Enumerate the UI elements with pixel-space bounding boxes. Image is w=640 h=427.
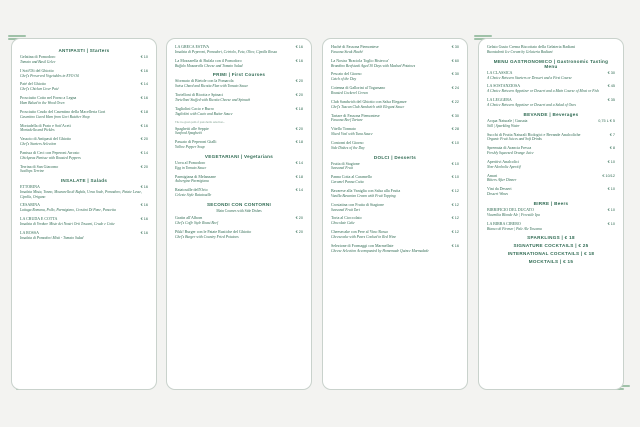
menu-item <box>331 100 459 109</box>
menu-item <box>331 114 459 123</box>
dish-price: € 16 <box>140 68 148 73</box>
dish-name: Succhi di Frutta Naturali Biologici e Bevande Analcoliche <box>487 131 581 137</box>
menu-item <box>331 244 459 253</box>
menu-item <box>487 222 615 231</box>
dish-name: Acqua Naturale | Gassata <box>487 117 528 123</box>
menu-item <box>487 119 615 128</box>
menu-item <box>175 140 303 149</box>
dish-name: Prosciutto Cotto nel Forno a Legna <box>20 95 77 101</box>
menu-item <box>20 137 148 146</box>
dish-name: Frutta di Stagione <box>331 160 360 166</box>
dish-price: € 30 <box>451 45 459 49</box>
dish-translation: Insalata Mista, Tonno, Mozzarella di Bufala, Uova Sode, Pomodoro, Patate Lesse, Cipolla, Origano <box>20 190 142 199</box>
dish-name: Amari <box>487 172 498 178</box>
menu-item <box>331 175 459 184</box>
dish-price: € 14 <box>140 82 148 87</box>
section-heading: SPARKLINGS | € 18 <box>527 235 575 241</box>
dish-translation: Buffalo Mozzarella Cheese and Tomato Salad <box>175 63 243 68</box>
dish-name: BIRRIFICIO DEL DUCATO <box>487 207 534 213</box>
dish-price: € 10 <box>607 221 615 226</box>
menu-panel-4 <box>478 38 624 390</box>
menu-item <box>331 189 459 198</box>
dish-name: Paté del Ghiotto <box>20 81 46 87</box>
dish-name: Tartare di Fassona Piemontese <box>331 112 380 118</box>
menu-item <box>487 133 615 142</box>
dish-name: Crostatina con Frutta di Stagione <box>331 201 384 207</box>
dish-translation: Organic Fruit Juices and Soft Drinks <box>487 137 542 142</box>
menu-item <box>331 45 459 54</box>
menu-item <box>20 185 148 199</box>
section-heading: BIRRE | Beers <box>533 201 569 207</box>
dish-price: € 10 <box>607 187 615 192</box>
menu-item <box>175 45 303 54</box>
menu-item <box>331 59 459 68</box>
dish-name: Club Sandwich del Ghiotto con Salsa Eleganze <box>331 98 407 104</box>
dish-name: Parmigiana di Melanzane <box>175 173 216 179</box>
menu-item <box>487 187 615 196</box>
dish-translation: Mortadella and Pickles <box>20 128 55 133</box>
section-heading: DOLCI | Desserts <box>373 154 417 160</box>
menu-item <box>20 231 148 240</box>
section-heading: SECONDI CON CONTORNI <box>206 202 272 208</box>
dish-price: € 18 <box>295 140 303 145</box>
dish-name: Spremuta di Arancia Fresca <box>487 145 532 151</box>
menu-item <box>20 217 148 226</box>
dish-price: € 45 <box>607 84 615 89</box>
dish-translation: A Choice Between Starters or Dessert and a First Course <box>487 75 572 80</box>
dish-price: € 10 <box>607 159 615 164</box>
dish-translation: Fassona Steak Haché <box>331 49 363 54</box>
dish-translation: Side Dishes of the Day <box>331 145 365 150</box>
dish-price: € 20 <box>140 137 148 142</box>
dish-translation: Brandino Beefsteak Aged 30 Days with Mashed Potatoes <box>331 63 416 68</box>
dish-translation: A Choice Between Appetizer or Dessert and a Main Course of Meat or Fish <box>487 89 599 94</box>
menu-item <box>175 107 303 116</box>
dish-name: LA BIRRA CIBERO <box>487 220 521 226</box>
dish-translation: Buontalenti Ice Cream by Gelateria Badiani <box>487 49 553 54</box>
dish-price: € 10 <box>140 55 148 59</box>
dish-price: € 20 <box>295 79 303 84</box>
dish-translation: Non-Alcoholic Aperitif <box>487 164 521 169</box>
section-heading: MENU GASTRONOMICO | Gastronomic Tasting Menu <box>493 58 609 69</box>
dish-name: Bavarese alla Vaniglia con Salsa alla Frutta <box>331 188 401 194</box>
dish-name: CESARINA <box>20 202 41 208</box>
section-heading: BEVANDE | Beverages <box>523 111 579 117</box>
dish-price: € 14 <box>140 150 148 155</box>
dish-price: € 30 <box>451 72 459 77</box>
dish-name: Panna Cotta al Caramello <box>331 174 372 180</box>
dish-translation: Sliced Veal with Tuna Sauce <box>331 132 373 137</box>
dish-price: € 20 <box>295 93 303 98</box>
dish-translation: Seasonal Fruit Tart <box>331 207 360 212</box>
dish-price: € 18 <box>295 106 303 111</box>
section-heading: PRIMI | First Courses <box>212 72 266 78</box>
dish-price: € 16 <box>295 45 303 49</box>
dish-name: Sformato di Bietole con la Pomarola <box>175 78 234 84</box>
dish-price: € 16 <box>140 96 148 101</box>
dish-translation: Vanilla Bavarian Cream with Fruit Topping <box>331 193 396 198</box>
dish-price: € 60 <box>451 58 459 63</box>
dish-translation: Tortelloni Stuffed with Ricotta Cheese and Spinach <box>175 97 251 102</box>
dish-name: Vitello Tonnato <box>331 126 356 132</box>
dish-name: Prosciutto Crudo del Casentino della Macelleria Gori <box>20 108 106 114</box>
section-subheading: Main Courses with Side Dishes <box>216 209 262 214</box>
dish-name: Gelato Gusto Crema Biscottato della Gelateria Badiani <box>487 44 575 49</box>
dish-price: € 20 <box>295 126 303 131</box>
section-heading: SIGNATURE COCKTAILS | € 25 <box>513 243 589 249</box>
dish-price: € 35 <box>607 98 615 103</box>
dish-translation: Chef's Chicken Liver Paté <box>20 87 59 92</box>
dish-price: € 16 <box>140 203 148 208</box>
dish-price: € 8 <box>609 146 615 151</box>
menu-panel-1 <box>11 38 157 390</box>
dish-translation: Celeste Style Ratatouille <box>175 193 212 198</box>
dish-translation: Chef's Coffe Style Roast Beef <box>175 220 218 225</box>
menu-item <box>331 230 459 239</box>
menu-item <box>487 174 615 183</box>
menu-item <box>487 45 615 54</box>
dish-price: € 12 <box>451 202 459 207</box>
menu-item <box>487 84 615 93</box>
dish-name: LA SOSTANZIOSA <box>487 83 521 89</box>
dish-translation: Tomato and Basil Gelee <box>20 59 56 64</box>
dish-name: Uova al Pomodoro <box>175 159 206 165</box>
dish-translation: Chef's Tuscan Club Sandwich with Elegant Sauce <box>331 104 405 109</box>
dish-translation: Casentino Cured Ham from Gori Butcher Shop <box>20 114 90 119</box>
dish-translation: Seafood Spaghetti <box>175 131 202 136</box>
dish-name: Cheesecake con Pere al Vino Rosso <box>331 229 389 235</box>
dish-translation: A Choice Between Appetizer or Dessert and a Salad of Ours <box>487 102 576 107</box>
dish-translation: Insalata di Pomodori Misti - Tomato Salad <box>20 235 84 240</box>
dish-name: Vini da Dessert <box>487 186 512 192</box>
dish-price: € 28 <box>451 127 459 132</box>
menu-item <box>20 82 148 91</box>
dish-translation: Dessert Wines <box>487 192 508 197</box>
dish-name: LA GRECA ESTIVA <box>175 44 210 49</box>
dish-name: Pescato del Giorno <box>331 71 362 77</box>
dish-translation: Egg in Tomato Sauce <box>175 165 207 170</box>
dish-translation: Swiss Chard and Ricotta Flan with Tomato Sauce <box>175 84 249 89</box>
dish-name: Contorni del Giorno <box>331 139 364 145</box>
menu-item <box>20 151 148 160</box>
menu-item <box>331 72 459 81</box>
dish-name: Torta al Cioccolato <box>331 215 362 221</box>
dish-translation: Ham Baked in the Wood Oven <box>20 100 65 105</box>
dish-translation: Insalata di Peperoni, Pomodori, Cetriolo, Feta, Olive, Cipolla Rossa <box>175 49 277 54</box>
menu-panel-2 <box>166 38 312 390</box>
dish-price: € 14 <box>295 160 303 165</box>
dish-price: € 16 <box>140 185 148 190</box>
dish-name: LA CRUDA E COTTA <box>20 216 58 222</box>
menu-item <box>20 55 148 64</box>
dish-price: € 30 <box>451 113 459 118</box>
dish-translation: Roasted Cockerel Crown <box>331 90 368 95</box>
dish-translation: Still | Sparkling Water <box>487 123 520 128</box>
dish-name: ETTORINA <box>20 184 40 190</box>
menu-item <box>331 216 459 225</box>
dish-price: € 7 <box>609 132 615 137</box>
menu-item <box>175 175 303 184</box>
menu-item <box>331 203 459 212</box>
menu-item <box>175 161 303 170</box>
dish-name: LA LEGGERA <box>487 97 512 103</box>
dish-name: Terrina di San Giacomo <box>20 163 59 169</box>
menu-item <box>20 165 148 174</box>
menu-item <box>331 127 459 136</box>
dish-name: Passato di Peperoni Gialli <box>175 139 217 145</box>
menu-item <box>20 69 148 78</box>
dish-translation: Seasonal Fruit <box>331 166 353 171</box>
dish-price: € 16 <box>140 123 148 128</box>
dish-name: Selezione di Formaggi con Marmellate <box>331 242 394 248</box>
dish-price: € 10 <box>607 208 615 213</box>
dish-translation: Tagliolini with Cacio and Butter Sauce <box>175 111 233 116</box>
dish-price: € 20 <box>295 216 303 221</box>
menu-item <box>331 86 459 95</box>
dish-name: Tagliolini Cacio e Burro <box>175 105 214 111</box>
dish-translation: Freshly Squeezed Orange Juice <box>487 151 534 156</box>
dish-name: Spaghetti alle Seppie <box>175 125 209 131</box>
dish-price: € 10 <box>451 161 459 166</box>
dish-translation: Yellow Pepper Soup <box>175 145 205 150</box>
dish-price: € 20 <box>295 229 303 234</box>
menu-item <box>487 160 615 169</box>
dish-name: LA ROSSA <box>20 229 40 235</box>
menu-item <box>175 230 303 239</box>
dish-price: 0,75 L € 5 <box>598 118 615 123</box>
dish-price: € 14 <box>295 188 303 193</box>
menu-item <box>175 59 303 68</box>
dish-price: € 12 <box>451 189 459 194</box>
dish-name: Panissa di Ceci con Peperoni Arrosto <box>20 149 80 155</box>
dish-name: LA CLASSICA <box>487 69 513 75</box>
dish-translation: Scallops Terrine <box>20 169 45 174</box>
section-heading: ANTIPASTI | Starters <box>58 48 110 53</box>
dish-translation: Aubergine Parmigiana <box>175 179 209 184</box>
dish-price: € 18 <box>295 174 303 179</box>
dish-translation: Bitters After Dinner <box>487 178 517 183</box>
dish-price: € 10/12 <box>602 173 615 178</box>
dish-name: Gelatina di Pomodoro <box>20 54 56 59</box>
dish-translation: Cheese Selection Accompanied by Homemade Quince Marmalade <box>331 248 429 253</box>
dish-translation: Chickpeas Panisse with Roasted Peppers <box>20 155 81 160</box>
dish-price: € 12 <box>451 230 459 235</box>
dish-price: € 16 <box>140 217 148 222</box>
dish-name: Cotenna di Gallorini al Togarsano <box>331 85 386 91</box>
dish-price: € 10 <box>451 140 459 145</box>
section-heading: MOCKTAILS | € 15 <box>528 259 574 265</box>
dish-price: € 12 <box>451 216 459 221</box>
section-heading: VEGETARIANI | Vegetarians <box>204 153 274 159</box>
dish-name: La Nostra 'Braciola Toglio Bistecca' <box>331 57 389 63</box>
dish-name: I Sott'Oli del Ghiotto <box>20 67 54 73</box>
menu-item <box>487 71 615 80</box>
dish-translation: Chef's Burger with Country Fried Potatoes <box>175 234 239 239</box>
dish-price: € 30 <box>607 70 615 75</box>
menu-item <box>175 79 303 88</box>
dish-translation: Caramel Panna Cotta <box>331 180 364 185</box>
dish-price: € 18 <box>140 109 148 114</box>
dish-translation: Chocolate Cake <box>331 221 355 226</box>
menu-item <box>175 216 303 225</box>
dish-name: Gratin all'Alborn <box>175 215 203 221</box>
dish-name: Vassoio di Antipasti del Ghiotto <box>20 136 72 142</box>
menu-item <box>20 124 148 133</box>
dish-price: € 16 <box>140 230 148 235</box>
menu-item <box>331 162 459 171</box>
menu-item <box>175 127 303 136</box>
dish-name: Pikk! Burger con le Patate Rustiche del Ghiotto <box>175 228 252 234</box>
menu-item <box>487 208 615 217</box>
menu-panel-3 <box>322 38 468 390</box>
section-heading: INSALATE | Salads <box>60 178 108 184</box>
dish-translation: Fassona Beef Tartare <box>331 118 363 123</box>
dish-name: Ratatouille dell'Orto <box>175 187 208 193</box>
menu-item <box>20 110 148 119</box>
menu-item <box>331 141 459 150</box>
dish-name: Aperitivi Analcolici <box>487 158 519 164</box>
dish-translation: Lattuga Romana, Pollo, Parmigiano, Crostini Di Pane, Pancetta <box>20 208 116 213</box>
dish-name: Mortadella di Prato e Sott'Aceti <box>20 122 71 128</box>
dish-translation: Chef's Preserved Vegetables in EVO Oil <box>20 73 80 78</box>
dish-translation: Cheesecake with Pears Cooked in Red Wine <box>331 234 397 239</box>
menu-note: The ice-green path of pasta herbs selection... <box>175 120 225 124</box>
menu-item <box>20 203 148 212</box>
dish-price: € 16 <box>295 58 303 63</box>
section-heading: INTERNATIONAL COCKTAILS | € 18 <box>507 251 595 257</box>
dish-name: La Mozzarella di Bufala con il Pomodoro <box>175 57 242 63</box>
dish-translation: Viaemilia Blonde Ale | Freestile Ipa <box>487 212 540 217</box>
menu-item <box>175 188 303 197</box>
dish-price: € 16 <box>451 243 459 248</box>
dish-translation: Catch of the Day <box>331 77 357 82</box>
dish-price: € 24 <box>451 86 459 91</box>
dish-name: Tortelloni di Ricotta e Spinaci <box>175 92 224 98</box>
dish-name: Hachè di Fassona Piemontese <box>331 44 379 49</box>
menu-item <box>20 96 148 105</box>
dish-price: € 10 <box>451 175 459 180</box>
dish-price: € 20 <box>140 164 148 169</box>
menu-item <box>175 93 303 102</box>
menu-item <box>487 98 615 107</box>
dish-translation: Chef's Starters Selection <box>20 142 57 147</box>
menu-item <box>487 146 615 155</box>
dish-translation: Insalata di Verdure Miste dei Nostri Orti Toscani, Crude e Cotte <box>20 221 115 226</box>
dish-translation: Bianco di Firenze | Pale Ale Toscana <box>487 226 542 231</box>
dish-price: € 22 <box>451 99 459 104</box>
